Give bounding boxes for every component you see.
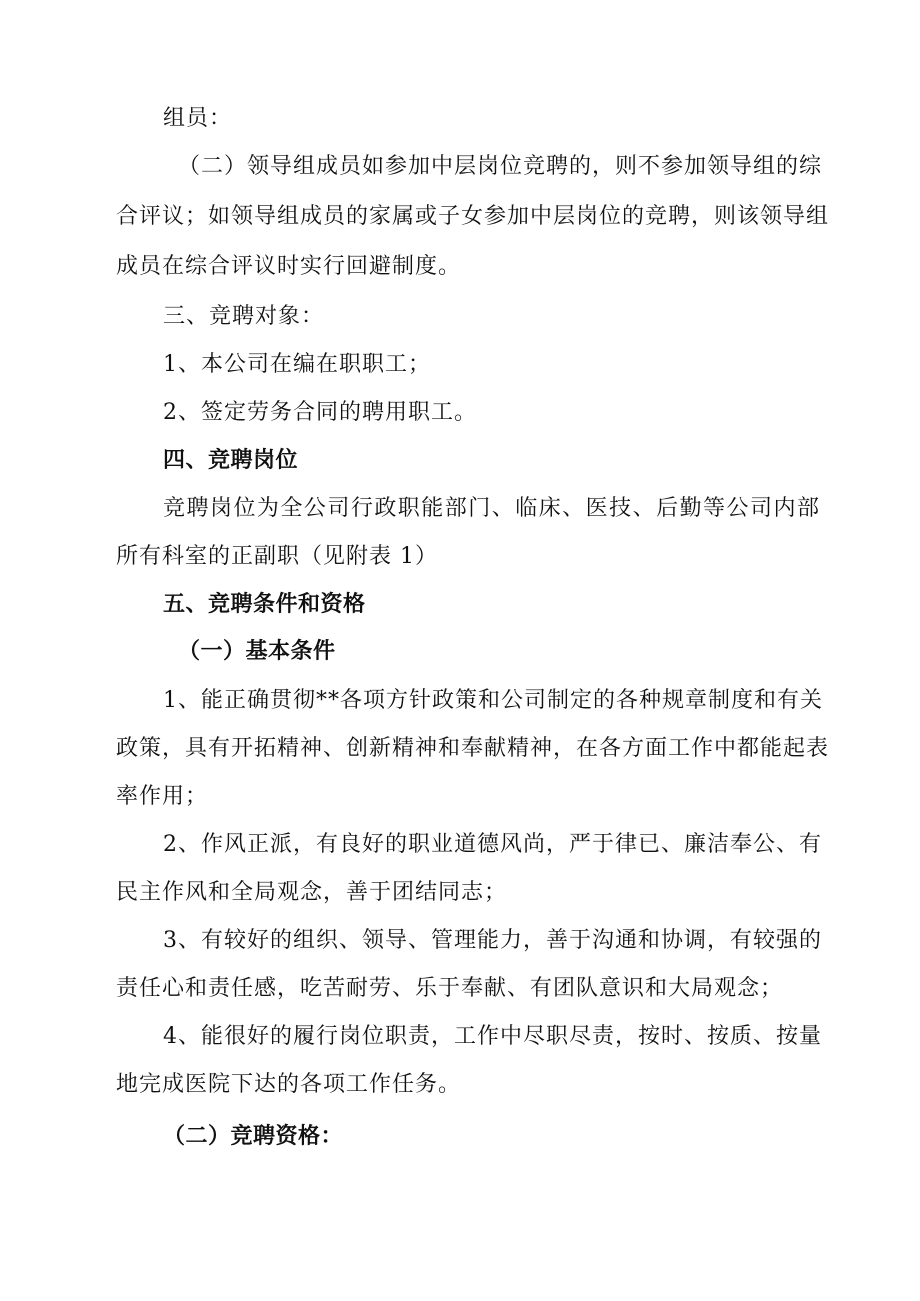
section-heading: 四、竞聘岗位 bbox=[163, 448, 299, 473]
list-item: 1、能正确贯彻**各项方针政策和公司制定的各种规章制度和有关 bbox=[163, 688, 823, 713]
subsection-heading: （一）基本条件 bbox=[178, 639, 336, 664]
text-line: 合评议；如领导组成员的家属或子女参加中层岗位的竞聘，则该领导组 bbox=[116, 204, 830, 229]
text-line: 竞聘岗位为全公司行政职能部门、临床、医技、后勤等公司内部 bbox=[163, 496, 820, 521]
text-line: 成员在综合评议时实行回避制度。 bbox=[116, 254, 462, 279]
text-line: （二）领导组成员如参加中层岗位竞聘的，则不参加领导组的综 bbox=[178, 154, 823, 179]
text-line: 责任心和责任感，吃苦耐劳、乐于奉献、有团队意识和大局观念； bbox=[116, 976, 784, 1001]
text-line: 政策，具有开拓精神、创新精神和奉献精神，在各方面工作中都能起表 bbox=[116, 736, 830, 761]
text-line: 率作用； bbox=[116, 784, 209, 809]
list-item: 3、有较好的组织、领导、管理能力，善于沟通和协调，有较强的 bbox=[163, 928, 822, 953]
list-item: 2、签定劳务合同的聘用职工。 bbox=[163, 400, 477, 425]
text-line: 民主作风和全局观念，善于团结同志； bbox=[116, 880, 508, 905]
list-item: 2、作风正派，有良好的职业道德风尚，严于律已、廉洁奉公、有 bbox=[163, 832, 822, 857]
list-item: 4、能很好的履行岗位职责，工作中尽职尽责，按时、按质、按量 bbox=[163, 1024, 822, 1049]
text-line: 所有科室的正副职（见附表 1） bbox=[116, 544, 438, 569]
list-item: 1、本公司在编在职职工； bbox=[163, 352, 431, 377]
section-heading: 三、竞聘对象： bbox=[163, 304, 325, 329]
text-line: 组员： bbox=[163, 106, 233, 131]
section-heading: 五、竞聘条件和资格 bbox=[163, 592, 366, 617]
subsection-heading: （二）竞聘资格： bbox=[163, 1124, 344, 1149]
text-line: 地完成医院下达的各项工作任务。 bbox=[116, 1072, 462, 1097]
